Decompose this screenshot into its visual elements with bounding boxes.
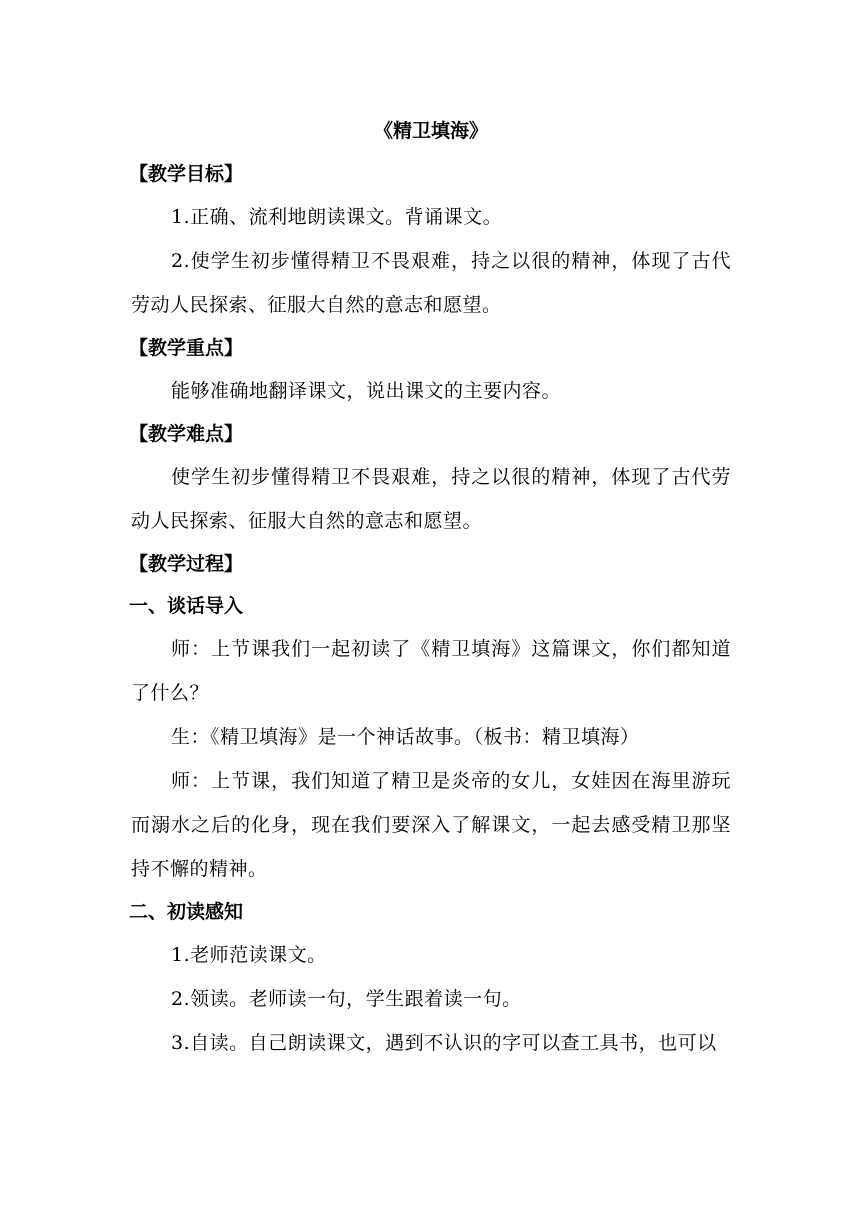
- part1-paragraph-1: 师：上节课我们一起初读了《精卫填海》这篇课文，你们都知道了什么？: [131, 638, 731, 704]
- part2-heading: 二、初读感知: [129, 901, 244, 923]
- objectives-heading: 【教学目标】: [129, 163, 244, 185]
- part2-paragraph-3: 3.自读。自己朗读课文，遇到不认识的字可以查工具书，也可以: [171, 1032, 717, 1054]
- difficulty-heading: 【教学难点】: [129, 423, 244, 445]
- document-title: 《精卫填海》: [373, 120, 488, 142]
- part2-paragraph-1: 1.老师范读课文。: [171, 944, 327, 966]
- difficulty-text: 使学生初步懂得精卫不畏艰难，持之以很的精神，体现了古代劳动人民探索、征服大自然的意志和愿望。: [131, 466, 731, 532]
- part1-paragraph-2: 生：《精卫填海》是一个神话故事。（板书：精卫填海）: [171, 726, 640, 748]
- part2-paragraph-2: 2.领读。老师读一句，学生跟着读一句。: [171, 988, 522, 1010]
- focus-text: 能够准确地翻译课文，说出课文的主要内容。: [171, 380, 562, 402]
- objective-item-1: 1.正确、流利地朗读课文。背诵课文。: [171, 206, 503, 228]
- part1-paragraph-3: 师：上节课，我们知道了精卫是炎帝的女儿，女娃因在海里游玩而溺水之后的化身，现在我们要深入了解课文，一起去感受精卫那坚持不懈的精神。: [131, 770, 731, 880]
- part1-heading: 一、谈话导入: [129, 595, 244, 617]
- process-heading: 【教学过程】: [129, 553, 244, 575]
- document-body: [131, 111, 731, 1065]
- focus-heading: 【教学重点】: [129, 337, 244, 359]
- objective-item-2: 2.使学生初步懂得精卫不畏艰难，持之以很的精神，体现了古代劳动人民探索、征服大自然的意志和愿望。: [131, 250, 731, 316]
